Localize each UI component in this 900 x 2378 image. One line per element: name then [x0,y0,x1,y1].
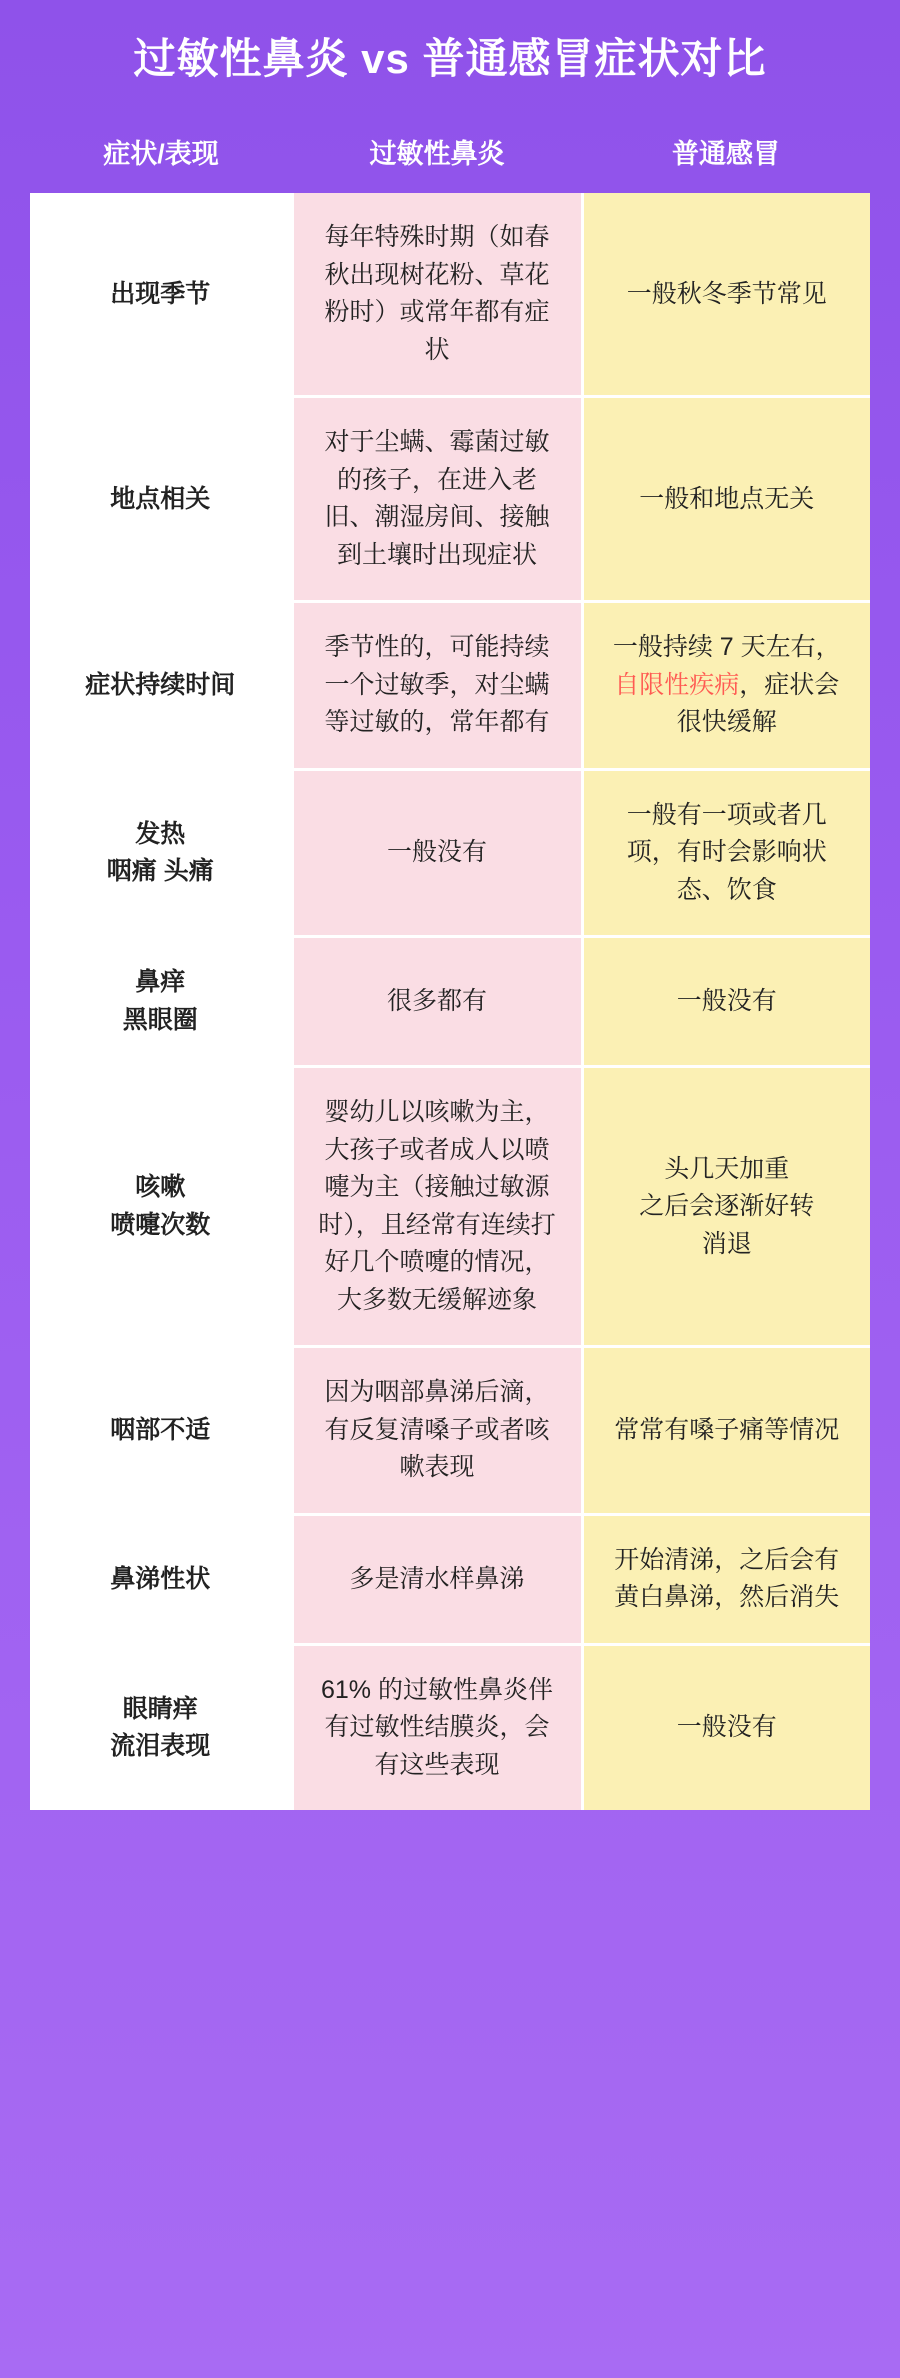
table-row [30,397,870,602]
cell-cold [582,602,870,770]
table-row [30,1644,870,1810]
table-header-row [30,110,870,193]
cell-rhinitis: 每年特殊时期（如春秋出现树花粉、草花粉时）或常年都有症状 [292,193,582,397]
table-row [30,1347,870,1515]
table-header [30,110,870,193]
cell-symptom: 鼻痒 黑眼圈 [30,937,292,1067]
cell-symptom: 咳嗽 喷嚏次数 [30,1067,292,1347]
cell-text: 一般持续 7 天左右， [612,633,841,662]
column-header-symptom: 症状/表现 [103,139,219,170]
cell-rhinitis: 一般没有 [292,769,582,937]
cell-rhinitis: 很多都有 [292,937,582,1067]
table-row [30,937,870,1067]
cell-cold: 一般有一项或者几项，有时会影响状态、饮食 [582,769,870,937]
table-row [30,602,870,770]
cell-cold: 一般秋冬季节常见 [582,193,870,397]
comparison-table [30,110,870,1810]
cell-cold: 常常有嗓子痛等情况 [582,1347,870,1515]
highlighted-text: 自限性疾病 [614,670,740,699]
cell-rhinitis: 对于尘螨、霉菌过敏的孩子，在进入老旧、潮湿房间、接触到土壤时出现症状 [292,397,582,602]
cell-symptom: 症状持续时间 [30,602,292,770]
comparison-table-wrapper [30,110,870,1810]
table-row [30,1514,870,1644]
cell-rhinitis: 季节性的，可能持续一个过敏季，对尘螨等过敏的，常年都有 [292,602,582,770]
cell-cold: 一般和地点无关 [582,397,870,602]
cell-rhinitis: 因为咽部鼻涕后滴，有反复清嗓子或者咳嗽表现 [292,1347,582,1515]
cell-rhinitis: 婴幼儿以咳嗽为主，大孩子或者成人以喷嚏为主（接触过敏源时），且经常有连续打好几个喷嚏的情况，大多数无缓解迹象 [292,1067,582,1347]
cell-symptom: 出现季节 [30,193,292,397]
column-header-cold: 普通感冒 [672,139,780,170]
cell-symptom: 咽部不适 [30,1347,292,1515]
table-row [30,769,870,937]
column-header-rhinitis: 过敏性鼻炎 [369,139,505,170]
cell-cold: 开始清涕，之后会有黄白鼻涕，然后消失 [582,1514,870,1644]
page-title: 过敏性鼻炎 vs 普通感冒症状对比 [133,35,767,82]
cell-symptom: 鼻涕性状 [30,1514,292,1644]
cell-cold: 一般没有 [582,1644,870,1810]
cell-rhinitis: 多是清水样鼻涕 [292,1514,582,1644]
cell-cold: 头几天加重 之后会逐渐好转 消退 [582,1067,870,1347]
cell-symptom: 发热 咽痛 头痛 [30,769,292,937]
cell-rhinitis: 61% 的过敏性鼻炎伴有过敏性结膜炎，会有这些表现 [292,1644,582,1810]
cell-cold: 一般没有 [582,937,870,1067]
table-row [30,193,870,397]
cell-text: ，症状会很快缓解 [676,670,840,737]
cell-symptom: 眼睛痒 流泪表现 [30,1644,292,1810]
table-body [30,193,870,1810]
table-row [30,1067,870,1347]
cell-symptom: 地点相关 [30,397,292,602]
